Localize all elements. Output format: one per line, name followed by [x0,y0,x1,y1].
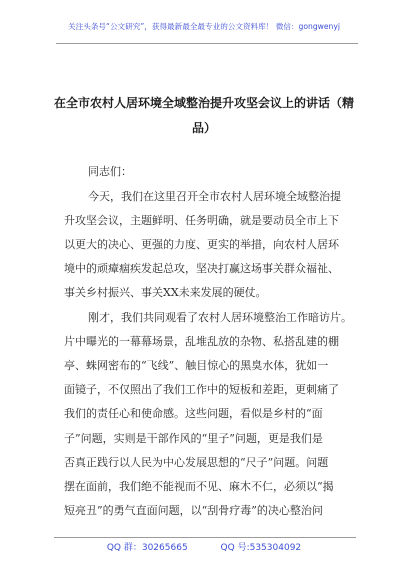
body-line-11: 子”问题，实则是干部作风的“里子”问题，更是我们是 [64,432,323,445]
salutation: 同志们： [88,165,132,178]
footer-divider [54,537,356,538]
body-line-7: 片中曝光的一幕幕场景，乱堆乱放的杂物、私搭乱建的棚 [64,335,339,348]
body-line-2: 升攻坚会议，主题鲜明、任务明确，就是要动员全市上下 [64,214,339,227]
body-line-5: 事关乡村振兴、事关XX未来发展的硬仗。 [64,286,267,299]
body-line-10: 我们的责任心和使命感。这些问题，看似是乡村的“面 [64,407,323,420]
body-line-12: 否真正践行以人民为中心发展思想的“尺子”问题。问题 [64,456,329,469]
body-line-14: 短亮丑”的勇气直面问题，以“刮骨疗毒”的决心整治问 [64,504,323,517]
footer-contact [0,541,408,555]
body-line-4: 境中的顽瘴痼疾发起总攻，坚决打赢这场事关群众福祉、 [64,262,339,275]
body-line-9: 面镜子，不仅照出了我们工作中的短板和差距，更刺痛了 [64,383,339,396]
body-line-3: 以更大的决心、更强的力度、更实的举措，向农村人居环 [64,238,339,251]
body-line-6: 刚才，我们共同观看了农村人居环境整治工作暗访片。 [88,311,352,324]
body-line-8: 亭、蛛网密布的“飞线”、触目惊心的黑臭水体，犹如一 [64,359,329,372]
document-title-line-1: 在全市农村人居环境全域整治提升攻坚会议上的讲话（精 [53,96,354,110]
body-line-1: 今天，我们在这里召开全市农村人居环境全域整治提 [88,190,341,203]
document-title-line-2: 品） [191,121,216,135]
body-line-13: 摆在面前，我们绝不能视而不见、麻木不仁，必须以“揭 [64,480,334,493]
footer-qq-number: QQ 号:535304092 [220,543,302,553]
header-divider [56,43,358,44]
footer-qq-group: QQ 群：30265665 [106,543,188,553]
header-banner: 关注头条号“公文研究”，获得最新最全最专业的公文资料库！ 微信：gongwenyj [68,22,340,31]
